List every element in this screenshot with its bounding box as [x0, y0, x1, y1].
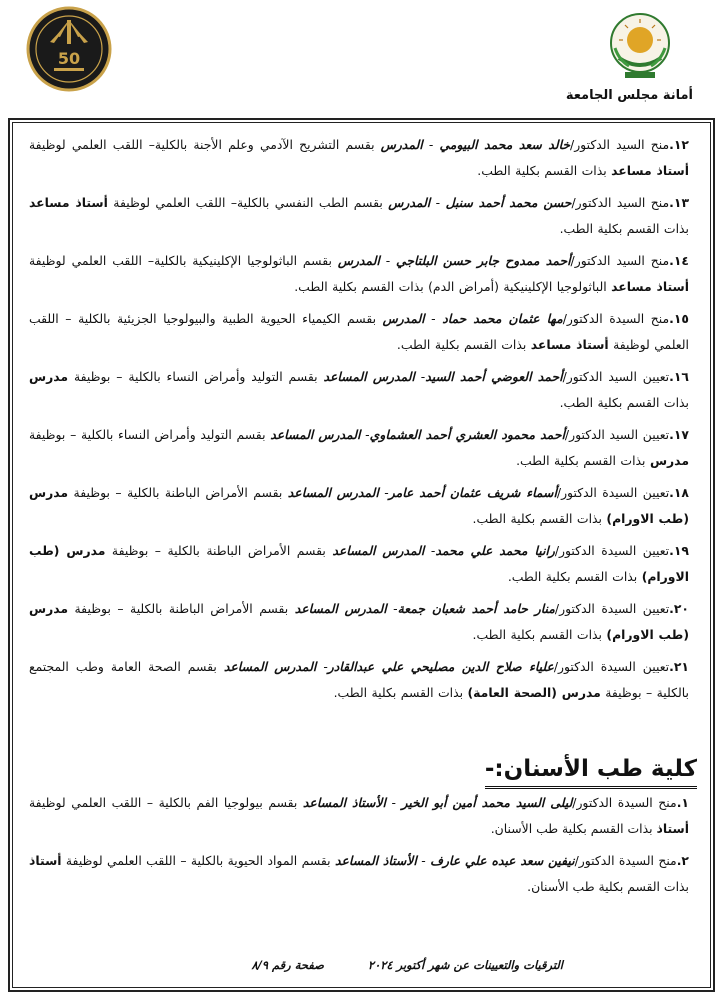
- svg-text:50: 50: [57, 49, 81, 68]
- list-item: ٢١.تعيين السيدة الدكتور/علياء صلاح الدين مصليحي علي عبدالقادر- المدرس المساعد بقسم الصحة العامة وطب المجتمع بالكلية – بوظيفة مدرس (الصحة العامة) بذات القسم بكلية الطب.: [29, 659, 689, 700]
- page-header: [0, 0, 723, 118]
- list-item: ١٣.منح السيد الدكتور/حسن محمد أحمد سنبل - المدرس بقسم الطب النفسي بالكلية– اللقب العلمي لوظيفة أستاذ مساعد بذات القسم بكلية الطب.: [29, 195, 690, 236]
- secretariat-title: أمانة مجلس الجامعة: [565, 88, 693, 103]
- list-item: ١٩.تعيين السيدة الدكتور/رانيا محمد علي محمد- المدرس المساعد بقسم الأمراض الباطنة بالكلية – بوظيفة مدرس (طب الاورام) بذات القسم بكلية الطب.: [29, 543, 689, 584]
- dental-decision-list: [29, 790, 689, 906]
- decision-list: [29, 132, 689, 712]
- university-emblem-icon: [605, 10, 675, 80]
- list-item: ١٧.تعيين السيد الدكتور/أحمد محمود العشري أحمد العشماوي- المدرس المساعد بقسم التوليد وأمراض النساء بالكلية – بوظيفة مدرس بذات القسم بكلية الطب.: [29, 427, 689, 468]
- list-item: ٢.منح السيدة الدكتور/نيفين سعد عبده علي عارف - الأستاذ المساعد بقسم المواد الحيوية بالكلية – اللقب العلمي لوظيفة أستاذ بذات القسم بكلية طب الأسنان.: [29, 853, 689, 894]
- list-item: ١٢.منح السيد الدكتور/خالد سعد محمد البيومي - المدرس بقسم التشريح الآدمي وعلم الأجنة بالكلية– اللقب العلمي لوظيفة أستاذ مساعد بذات القسم بكلية الطب.: [29, 137, 689, 178]
- list-item: ١.منح السيدة الدكتور/ليلى السيد محمد أمين أبو الخير - الأستاذ المساعد بقسم بيولوجيا الفم بالكلية – اللقب العلمي لوظيفة أستاذ بذات القسم بكلية طب الأسنان.: [29, 795, 689, 836]
- anniversary-emblem-icon: [26, 6, 112, 92]
- section-title-dentistry: كلية طب الأسنان:-: [485, 752, 697, 789]
- list-item: ١٦.تعيين السيد الدكتور/أحمد العوضي أحمد السيد- المدرس المساعد بقسم التوليد وأمراض النساء بالكلية – بوظيفة مدرس بذات القسم بكلية الطب.: [29, 369, 689, 410]
- footer-caption: الترقيات والتعيينات عن شهر أكتوبر ٢٠٢٤: [367, 958, 563, 972]
- page-number: صفحة رقم ٨/٩: [251, 958, 324, 972]
- list-item: ١٤.منح السيد الدكتور/أحمد ممدوح جابر حسن البلتاجي - المدرس بقسم الباثولوجيا الإكلينيكية بالكلية– اللقب العلمي لوظيفة أستاذ مساعد الباثولوجيا الإكلينيكية (أمراض الدم) بذات القسم بكلية الطب.: [29, 253, 689, 294]
- list-item: ٢٠.تعيين السيدة الدكتور/منار حامد أحمد شعبان جمعة- المدرس المساعد بقسم الأمراض الباطنة بالكلية – بوظيفة مدرس (طب الاورام) بذات القسم بكلية الطب.: [29, 601, 689, 642]
- list-item: ١٨.تعيين السيدة الدكتور/أسماء شريف عثمان أحمد عامر- المدرس المساعد بقسم الأمراض الباطنة بالكلية – بوظيفة مدرس (طب الاورام) بذات القسم بكلية الطب.: [29, 485, 689, 526]
- list-item: ١٥.منح السيدة الدكتور/مها عثمان محمد حماد - المدرس بقسم الكيمياء الحيوية الطبية والبيولوجيا الجزيئية بالكلية – اللقب العلمي لوظيفة أستاذ مساعد بذات القسم بكلية الطب.: [29, 311, 689, 352]
- page-footer: [251, 958, 563, 972]
